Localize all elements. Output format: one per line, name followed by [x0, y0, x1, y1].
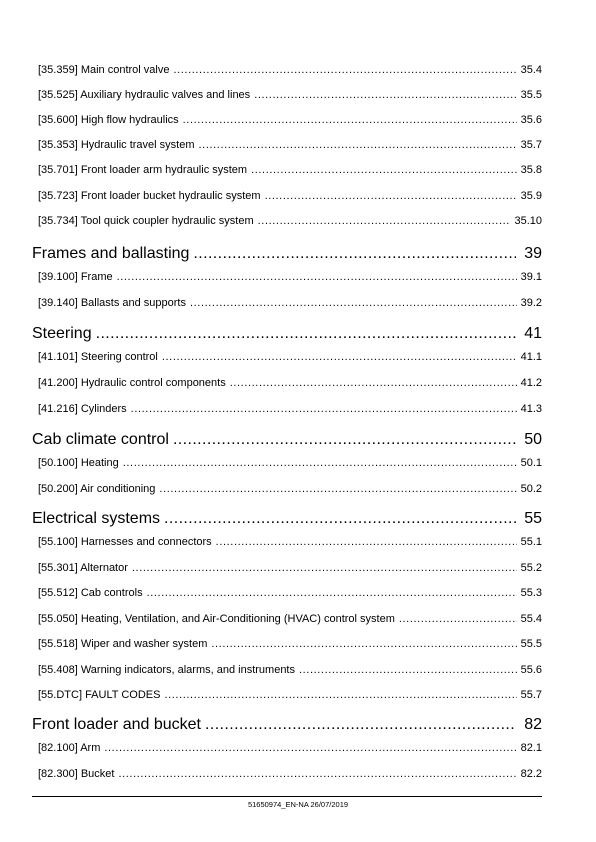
toc-entry-title: [35.525] Auxiliary hydraulic valves and lines — [38, 89, 251, 101]
dot-leader — [164, 510, 516, 528]
toc-subsection-entry[interactable] — [38, 536, 542, 548]
toc-subsection-entry[interactable] — [38, 297, 542, 309]
toc-entry-title: [55.408] Warning indicators, alarms, and instruments — [38, 664, 295, 676]
toc-entry-title: [39.100] Frame — [38, 271, 113, 283]
toc-entry-page: 55.3 — [520, 587, 542, 599]
dot-leader — [173, 64, 516, 76]
toc-entry-title: [50.200] Air conditioning — [38, 483, 156, 495]
toc-subsection-entry[interactable] — [38, 164, 542, 176]
dot-leader — [399, 613, 517, 625]
toc-subsection-entry[interactable] — [38, 377, 542, 389]
dot-leader — [164, 689, 516, 701]
toc-entry-page: 82.2 — [520, 768, 542, 780]
dot-leader — [159, 483, 516, 495]
toc-entry-page: 35.9 — [520, 190, 542, 202]
toc-subsection-entry[interactable] — [38, 271, 542, 283]
dot-leader — [123, 457, 517, 469]
dot-leader — [173, 431, 516, 449]
toc-entry-page: 55.7 — [520, 689, 542, 701]
toc-entry-title: [41.101] Steering control — [38, 351, 158, 363]
toc-subsection-entry[interactable] — [38, 351, 542, 363]
toc-entry-title: [55.050] Heating, Ventilation, and Air-Conditioning (HVAC) control system — [38, 613, 395, 625]
toc-subsection-entry[interactable] — [38, 664, 542, 676]
toc-subsection-entry[interactable] — [38, 215, 542, 227]
toc-entry-title: [35.353] Hydraulic travel system — [38, 139, 195, 151]
toc-subsection-entry[interactable] — [38, 562, 542, 574]
toc-entry-page: 50 — [524, 431, 542, 448]
dot-leader — [251, 164, 516, 176]
dot-leader — [205, 716, 516, 734]
toc-entry-page: 41.1 — [520, 351, 542, 363]
toc-entry-title: [41.200] Hydraulic control components — [38, 377, 226, 389]
toc-section-entry[interactable] — [32, 716, 542, 734]
toc-entry-page: 35.8 — [520, 164, 542, 176]
toc-subsection-entry[interactable] — [38, 190, 542, 202]
dot-leader — [199, 139, 517, 151]
toc-subsection-entry[interactable] — [38, 114, 542, 126]
toc-subsection-entry[interactable] — [38, 587, 542, 599]
toc-subsection-entry[interactable] — [38, 139, 542, 151]
toc-entry-title: Steering — [32, 325, 92, 342]
toc-subsection-entry[interactable] — [38, 638, 542, 650]
toc-entry-page: 39.1 — [520, 271, 542, 283]
toc-entry-page: 35.5 — [520, 89, 542, 101]
toc-entry-page: 35.4 — [520, 64, 542, 76]
toc-entry-page: 82 — [524, 716, 542, 733]
toc-entry-page: 39.2 — [520, 297, 542, 309]
dot-leader — [190, 297, 517, 309]
toc-entry-page: 50.2 — [520, 483, 542, 495]
toc-entry-page: 35.10 — [514, 215, 542, 227]
toc-entry-title: [55.DTC] FAULT CODES — [38, 689, 161, 701]
toc-entry-page: 35.6 — [520, 114, 542, 126]
toc-entry-page: 55.5 — [520, 638, 542, 650]
toc-section-entry[interactable] — [32, 431, 542, 449]
dot-leader — [117, 271, 517, 283]
toc-entry-page: 41 — [524, 325, 542, 342]
dot-leader — [230, 377, 517, 389]
dot-leader — [132, 562, 517, 574]
toc-entry-title: [35.734] Tool quick coupler hydraulic system — [38, 215, 254, 227]
dot-leader — [254, 89, 516, 101]
toc-subsection-entry[interactable] — [38, 742, 542, 754]
dot-leader — [258, 215, 511, 227]
dot-leader — [211, 638, 516, 650]
toc-entry-title: Front loader and bucket — [32, 716, 201, 733]
toc-entry-page: 50.1 — [520, 457, 542, 469]
toc-entry-page: 35.7 — [520, 139, 542, 151]
toc-entry-title: [39.140] Ballasts and supports — [38, 297, 186, 309]
toc-entry-title: [82.100] Arm — [38, 742, 101, 754]
toc-entry-page: 55.6 — [520, 664, 542, 676]
dot-leader — [183, 114, 517, 126]
toc-entry-title: Electrical systems — [32, 510, 161, 527]
toc-subsection-entry[interactable] — [38, 64, 542, 76]
dot-leader — [147, 587, 517, 599]
toc-subsection-entry[interactable] — [38, 768, 542, 780]
toc-entry-title: [55.518] Wiper and washer system — [38, 638, 208, 650]
toc-entry-title: [55.100] Harnesses and connectors — [38, 536, 212, 548]
toc-subsection-entry[interactable] — [38, 457, 542, 469]
dot-leader — [96, 325, 517, 343]
toc-section-entry[interactable] — [32, 245, 542, 263]
toc-subsection-entry[interactable] — [38, 403, 542, 415]
toc-entry-title: Cab climate control — [32, 431, 169, 448]
toc-entry-page: 55.1 — [520, 536, 542, 548]
toc-entry-title: [35.359] Main control valve — [38, 64, 170, 76]
toc-entry-page: 55 — [524, 510, 542, 527]
footer-rule — [32, 796, 542, 797]
dot-leader — [193, 245, 516, 263]
toc-entry-title: [41.216] Cylinders — [38, 403, 127, 415]
toc-entry-page: 55.2 — [520, 562, 542, 574]
toc-entry-title: [35.600] High flow hydraulics — [38, 114, 179, 126]
toc-entry-page: 55.4 — [520, 613, 542, 625]
toc-section-entry[interactable] — [32, 325, 542, 343]
toc-entry-page: 82.1 — [520, 742, 542, 754]
dot-leader — [104, 742, 516, 754]
toc-subsection-entry[interactable] — [38, 89, 542, 101]
toc-subsection-entry[interactable] — [38, 613, 542, 625]
dot-leader — [216, 536, 517, 548]
toc-entry-title: [35.701] Front loader arm hydraulic system — [38, 164, 248, 176]
toc-entry-page: 39 — [524, 245, 542, 262]
toc-entry-title: [55.512] Cab controls — [38, 587, 143, 599]
dot-leader — [162, 351, 517, 363]
toc-entry-title: [55.301] Alternator — [38, 562, 128, 574]
toc-entry-title: [35.723] Front loader bucket hydraulic system — [38, 190, 261, 202]
toc-entry-title: Frames and ballasting — [32, 245, 190, 262]
dot-leader — [299, 664, 517, 676]
dot-leader — [118, 768, 516, 780]
dot-leader — [131, 403, 517, 415]
toc-entry-title: [50.100] Heating — [38, 457, 119, 469]
toc-entry-page: 41.2 — [520, 377, 542, 389]
toc-subsection-entry[interactable] — [38, 483, 542, 495]
footer-text: 51650974_EN-NA 26/07/2019 — [247, 800, 349, 809]
toc-entry-title: [82.300] Bucket — [38, 768, 115, 780]
toc-section-entry[interactable] — [32, 510, 542, 528]
dot-leader — [265, 190, 517, 202]
toc-subsection-entry[interactable] — [38, 689, 542, 701]
toc-entry-page: 41.3 — [520, 403, 542, 415]
